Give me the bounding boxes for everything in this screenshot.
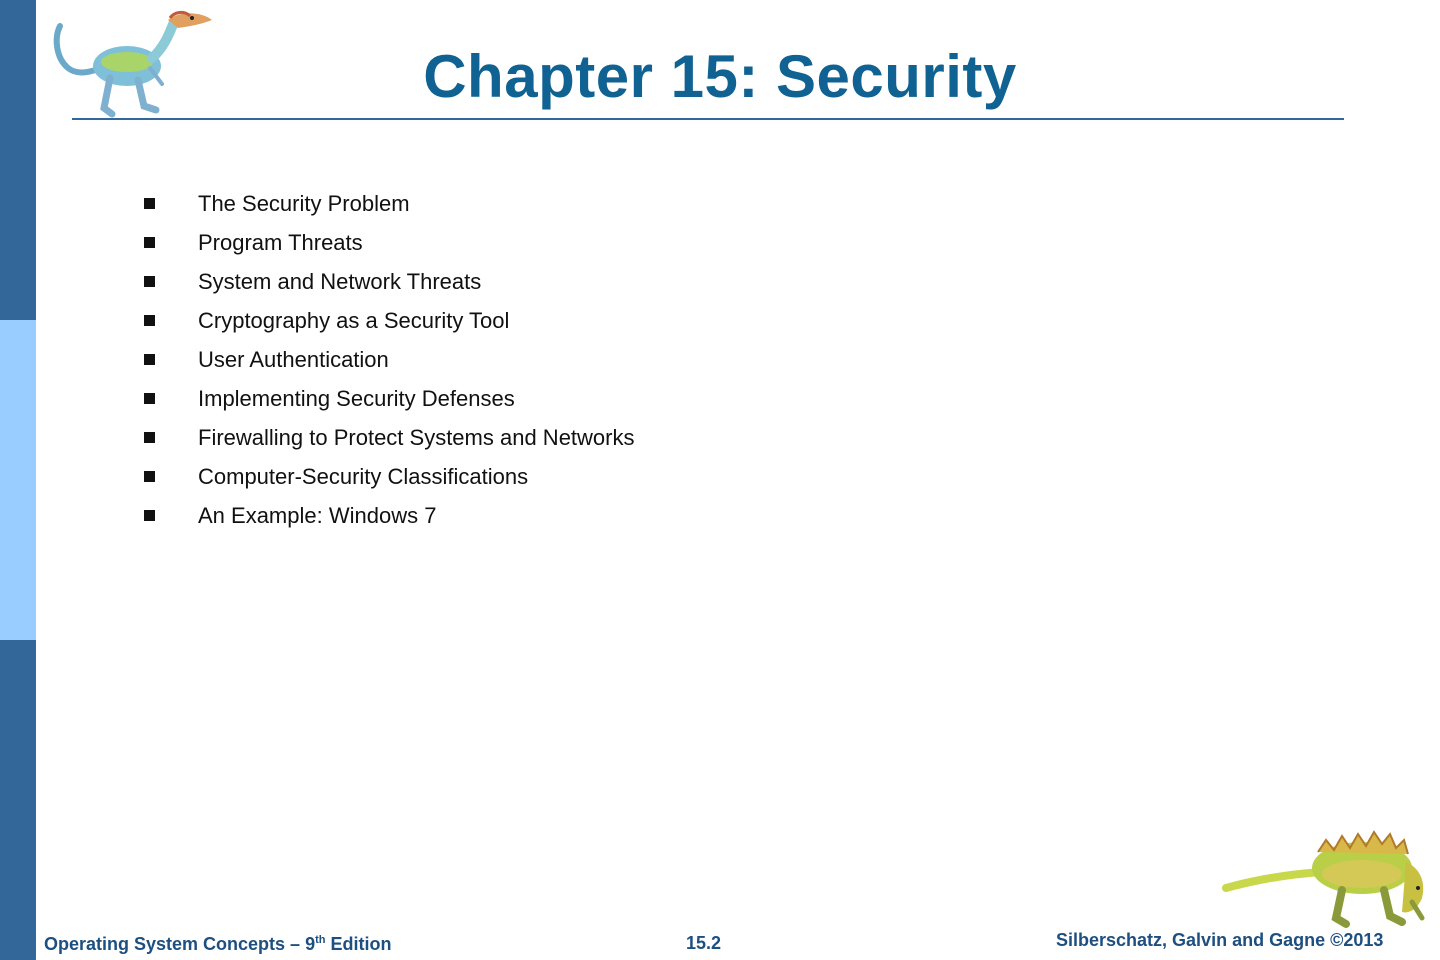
list-item-label: User Authentication	[198, 346, 389, 372]
square-bullet-icon	[144, 198, 155, 209]
square-bullet-icon	[144, 510, 155, 521]
list-item-label: Implementing Security Defenses	[198, 385, 515, 411]
list-item-label: The Security Problem	[198, 190, 410, 216]
square-bullet-icon	[144, 471, 155, 482]
square-bullet-icon	[144, 393, 155, 404]
topic-list	[140, 184, 635, 535]
square-bullet-icon	[144, 354, 155, 365]
copyright-footer: Silberschatz, Galvin and Gagne ©2013	[1056, 930, 1384, 950]
list-item-label: System and Network Threats	[198, 268, 482, 294]
square-bullet-icon	[144, 315, 155, 326]
page-number: 15.2	[686, 933, 722, 953]
dinosaur-icon	[1222, 818, 1432, 930]
list-item	[140, 418, 635, 457]
list-item-label: Firewalling to Protect Systems and Networks	[198, 424, 635, 450]
list-item	[140, 457, 635, 496]
edition-ordinal-suffix: th	[315, 934, 326, 946]
square-bullet-icon	[144, 432, 155, 443]
book-title-prefix: Operating System Concepts – 9	[44, 934, 316, 954]
list-item	[140, 262, 635, 301]
square-bullet-icon	[144, 237, 155, 248]
title-divider	[72, 118, 1344, 120]
list-item-label: Program Threats	[198, 229, 363, 255]
list-item-label: An Example: Windows 7	[198, 502, 437, 528]
list-item	[140, 301, 635, 340]
list-item-label: Computer-Security Classifications	[198, 463, 529, 489]
list-item	[140, 496, 635, 535]
sidebar-light-middle	[0, 320, 36, 640]
list-item	[140, 223, 635, 262]
list-item	[140, 379, 635, 418]
list-item-label: Cryptography as a Security Tool	[198, 307, 510, 333]
book-title-footer	[44, 934, 391, 955]
book-title-suffix: Edition	[325, 934, 392, 954]
list-item	[140, 184, 635, 223]
sidebar-dark-bottom	[0, 640, 36, 960]
list-item	[140, 340, 635, 379]
slide-title: Chapter 15: Security	[423, 43, 1017, 110]
square-bullet-icon	[144, 276, 155, 287]
